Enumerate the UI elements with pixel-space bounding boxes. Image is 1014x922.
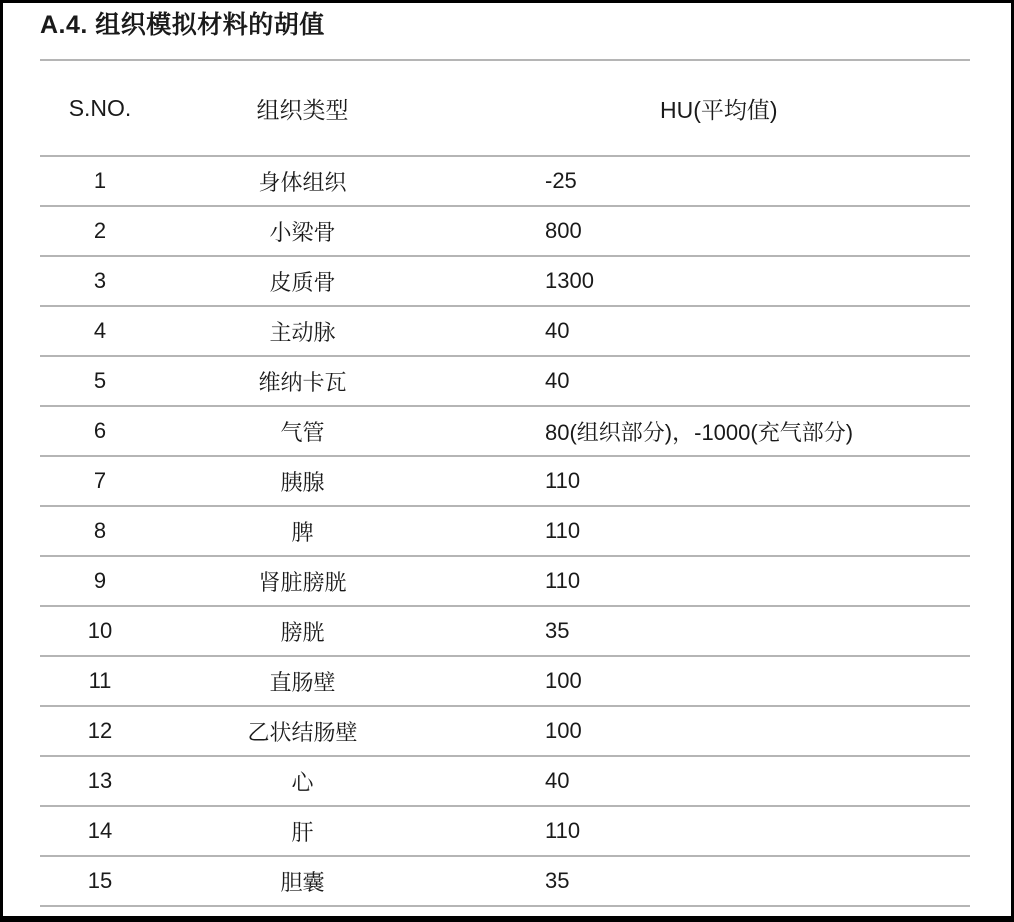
tissue-type-cell: 皮质骨 [269,269,336,295]
table-row [40,457,970,507]
serial-number-cell: 3 [93,268,107,293]
header-tissue-type: 组织类型 [256,96,349,123]
table-row [40,407,970,457]
hu-values-table [40,59,970,907]
hu-value-cell: 100 [545,718,582,743]
table-row [40,157,970,207]
tissue-type-cell: 肾脏膀胱 [258,569,347,595]
table-row [40,207,970,257]
tissue-type-cell: 身体组织 [258,169,347,195]
serial-number-cell: 4 [93,318,107,343]
tissue-type-cell: 主动脉 [269,319,336,345]
tissue-type-cell: 乙状结肠壁 [247,719,358,745]
hu-value-cell: 35 [545,618,570,643]
hu-value-cell: 110 [545,568,581,593]
table-row [40,857,970,907]
hu-value-cell: 100 [545,668,582,693]
tissue-type-cell: 小梁骨 [269,219,336,245]
serial-number-cell: 7 [93,468,107,493]
tissue-type-cell: 直肠壁 [269,669,336,695]
hu-value-cell: 110 [545,468,581,493]
serial-number-cell: 1 [93,168,107,193]
serial-number-cell: 6 [93,418,107,443]
tissue-type-cell: 肝 [291,819,314,845]
tissue-type-cell: 膀胱 [280,619,325,645]
hu-value-cell: 1300 [545,268,594,293]
header-serial-number: S.NO. [68,94,132,121]
serial-number-cell: 12 [87,718,113,743]
table-row [40,557,970,607]
table-body [40,157,970,907]
serial-number-cell: 2 [93,218,107,243]
serial-number-cell: 9 [93,568,107,593]
table-row [40,657,970,707]
hu-value-cell: 800 [545,218,582,243]
serial-number-cell: 8 [93,518,107,543]
tissue-type-cell: 维纳卡瓦 [258,369,347,395]
serial-number-cell: 13 [87,768,113,793]
hu-value-cell: 40 [545,318,570,343]
hu-value-cell: 35 [545,868,570,893]
table-row [40,507,970,557]
table-header-row [40,61,970,157]
serial-number-cell: 14 [87,818,113,843]
serial-number-cell: 11 [88,668,112,693]
hu-value-cell: 40 [545,768,570,793]
hu-value-cell: -25 [545,168,577,193]
tissue-type-cell: 心 [291,769,314,795]
serial-number-cell: 10 [87,618,113,643]
tissue-type-cell: 脾 [291,519,314,545]
hu-value-cell: 80(组织部分)，-1000(充气部分) [545,419,854,445]
table-row [40,607,970,657]
table-row [40,707,970,757]
hu-value-cell: 110 [545,518,581,543]
table-row [40,807,970,857]
hu-value-cell: 40 [545,368,570,393]
serial-number-cell: 5 [93,368,107,393]
header-hu-average: HU(平均值) [660,96,778,123]
serial-number-cell: 15 [87,868,113,893]
table-row [40,257,970,307]
table-row [40,357,970,407]
tissue-type-cell: 胆囊 [280,869,325,895]
tissue-type-cell: 气管 [280,419,325,445]
section-title: A.4. 组织模拟材料的胡值 [40,11,325,39]
hu-value-cell: 110 [545,818,581,843]
tissue-type-cell: 胰腺 [280,469,325,495]
table-row [40,757,970,807]
table-row [40,307,970,357]
